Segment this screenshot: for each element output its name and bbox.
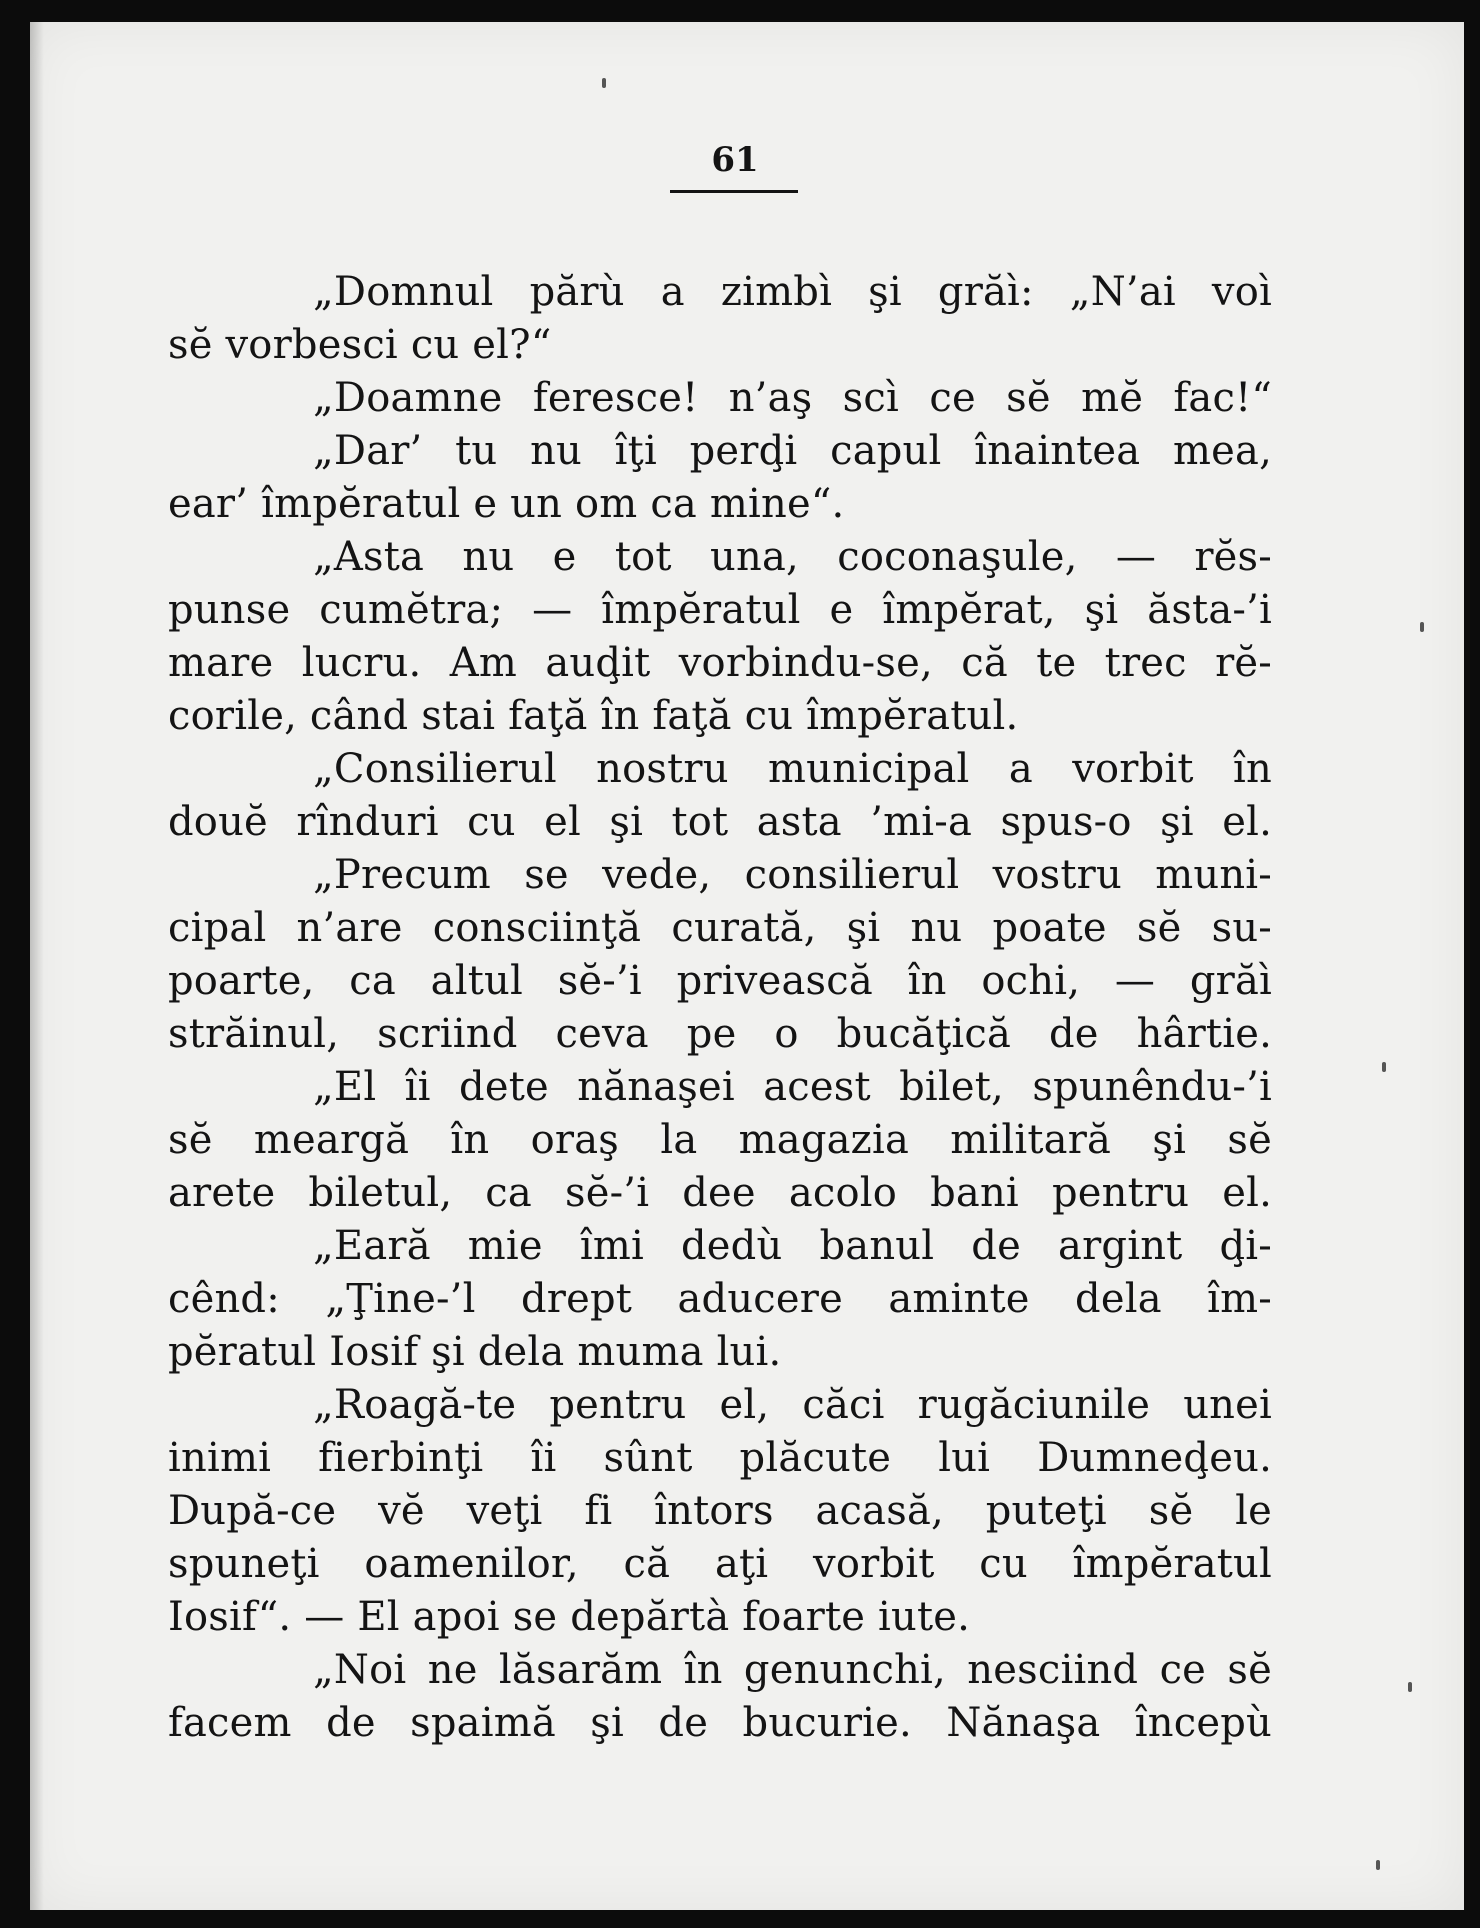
text-line: cipal n’are consciinţă curată, şi nu poate sĕ su- [168,905,1272,951]
page-number: 61 [711,140,759,180]
text-line: „Asta nu e tot una, coconaşule, — rĕs- [313,534,1272,580]
text-line: inimi fierbinţi îi sûnt plăcute lui Dumneḑeu. [168,1435,1272,1481]
text-line: „Domnul părù a zimbì şi grăì: „N’ai voì [313,269,1272,315]
text-line: facem de spaimă şi de bucurie. Nănaşa începù [168,1700,1272,1746]
book-page [30,22,1464,1910]
text-line: pĕratul Iosif şi dela muma lui. [168,1329,782,1375]
text-line: sĕ meargă în oraş la magazia militară şi sĕ [168,1117,1272,1163]
text-line: cênd: „Ţine-’l drept aducere aminte dela îm- [168,1276,1272,1322]
text-line: străinul, scriind ceva pe o bucăţică de hârtie. [168,1011,1272,1057]
page-edge-shadow [30,22,44,1910]
text-line: „Consilierul nostru municipal a vorbit în [313,746,1272,792]
text-line: „Eară mie îmi dedù banul de argint ḑi- [313,1223,1272,1269]
text-line: sĕ vorbesci cu el?“ [168,322,552,368]
text-line: „Dar’ tu nu îţi perḑi capul înaintea mea, [313,428,1272,474]
text-line: douĕ rînduri cu el şi tot asta ’mi-a spus-o şi el. [168,799,1272,845]
print-speck [1376,1860,1380,1870]
text-line: mare lucru. Am auḑit vorbindu-se, că te trec rĕ- [168,640,1272,686]
text-line: arete biletul, ca sĕ-’i dee acolo bani pentru el. [168,1170,1272,1216]
page-number-rule [670,190,798,193]
text-line: „Doamne feresce! n’aş scì ce sĕ mĕ fac!“ [313,375,1272,421]
print-speck [1408,1682,1412,1692]
print-speck [1420,622,1424,632]
text-line: „Roagă-te pentru el, căci rugăciunile unei [313,1382,1272,1428]
text-line: „Precum se vede, consilierul vostru muni- [313,852,1272,898]
text-line: „El îi dete nănaşei acest bilet, spunêndu-’i [313,1064,1272,1110]
text-line: corile, când stai faţă în faţă cu împĕratul. [168,693,1019,739]
body-text [168,266,1272,1750]
text-line: poarte, ca altul sĕ-’i privească în ochi, — grăì [168,958,1272,1004]
print-speck [602,78,606,88]
text-line: Iosif“. — El apoi se depărtà foarte iute. [168,1594,971,1640]
text-line: După-ce vĕ veţi fi întors acasă, puteţi sĕ le [168,1488,1272,1534]
text-line: „Noi ne lăsarăm în genunchi, nesciind ce sĕ [313,1647,1272,1693]
text-line: ear’ împĕratul e un om ca mine“. [168,481,845,527]
text-line: spuneţi oamenilor, că aţi vorbit cu împĕratul [168,1541,1272,1587]
text-line: punse cumĕtra; — împĕratul e împĕrat, şi ăsta-’i [168,587,1272,633]
print-speck [1382,1062,1386,1072]
